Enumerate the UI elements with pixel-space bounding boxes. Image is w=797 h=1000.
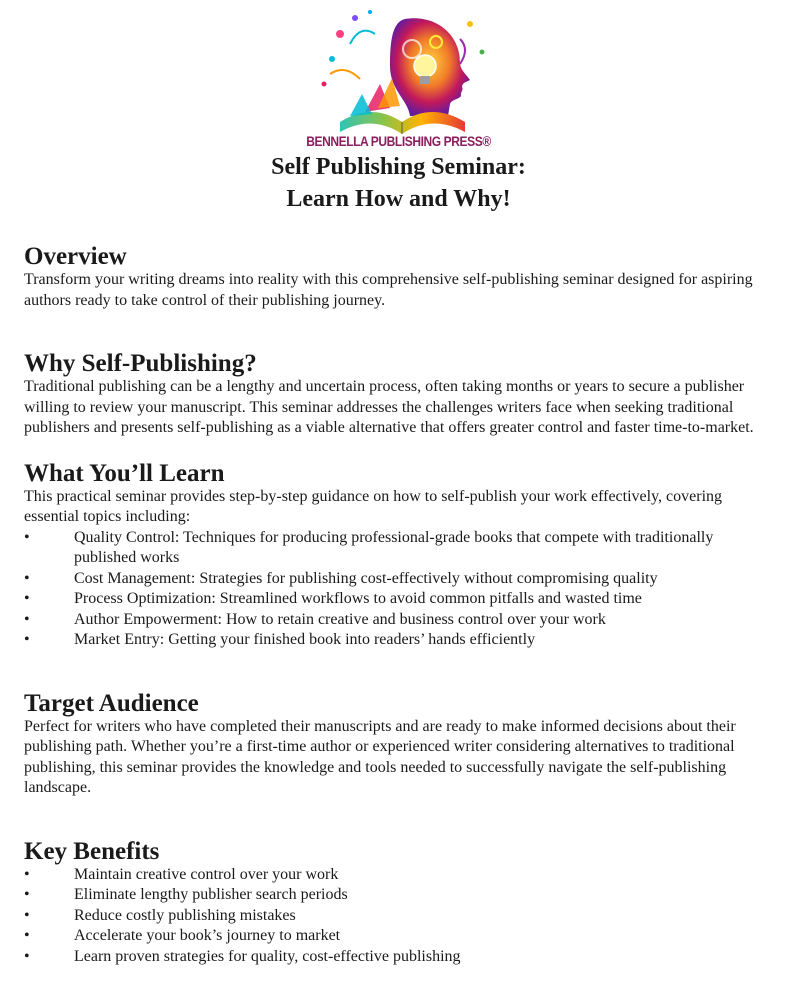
list-item: • Reduce costly publishing mistakes — [24, 906, 769, 927]
section-body: Traditional publishing can be a lengthy and uncertain process, often taking months or years to secure a publisher willing to review your manuscript. This seminar addresses the challenges writers face when seeking traditional publishers and presents self-publishing as a viable alternative that offers greater control and faster time-to-market. — [24, 378, 754, 436]
list-item: • Quality Control: Techniques for producing professional-grade books that compete with traditionally published works — [24, 528, 714, 566]
bullet-icon: • — [24, 886, 30, 903]
bullet-icon: • — [24, 569, 30, 587]
bullet-icon: • — [24, 906, 30, 924]
learn-section — [24, 461, 769, 651]
page-title — [0, 151, 797, 215]
publisher-logo-icon — [310, 4, 495, 147]
bullet-icon: • — [24, 865, 30, 883]
section-heading: Target Audience — [24, 689, 199, 717]
bullet-icon: • — [24, 947, 30, 965]
list-item: • Learn proven strategies for quality, cost-effective publishing — [24, 947, 769, 968]
bullet-icon: • — [24, 528, 30, 546]
section-heading: What You’ll Learn — [24, 459, 225, 487]
overview-section — [24, 244, 769, 311]
benefits-section — [24, 839, 769, 968]
bullet-icon: • — [24, 927, 30, 944]
section-body: Transform your writing dreams into reality with this comprehensive self-publishing seminar designed for aspiring authors ready to take control of their publishing journey. — [24, 271, 753, 309]
learn-list — [24, 528, 769, 651]
section-body: Perfect for writers who have completed their manuscripts and are ready to make informed decisions about their publishing path. Whether you’re a first-time author or experienced writer considering alternatives to traditional publishing, this seminar provides the knowledge and tools needed to successfully navigate the self-publishing landscape. — [24, 717, 736, 796]
section-heading: Overview — [24, 243, 127, 270]
bullet-icon: • — [24, 631, 30, 648]
list-item: • Cost Management: Strategies for publishing cost-effectively without compromising quality — [24, 569, 769, 590]
section-heading: Why Self-Publishing? — [24, 350, 257, 377]
section-heading: Key Benefits — [24, 837, 160, 865]
list-item: • Market Entry: Getting your finished book into readers’ hands efficiently — [24, 630, 769, 651]
title-line-1: Self Publishing Seminar: — [271, 154, 526, 180]
section-intro: This practical seminar provides step-by-step guidance on how to self-publish your work effectively, covering essential topics including: — [24, 487, 723, 525]
list-item: • Maintain creative control over your work — [24, 865, 769, 886]
brand-name: BENNELLA PUBLISHING PRESS® — [306, 133, 491, 149]
bullet-icon: • — [24, 610, 30, 628]
title-line-2: Learn How and Why! — [286, 186, 511, 212]
bullet-icon: • — [24, 590, 30, 607]
audience-section — [24, 691, 769, 799]
list-item: • Accelerate your book’s journey to market — [24, 926, 769, 947]
main-content — [24, 244, 769, 967]
why-section — [24, 351, 769, 439]
list-item: • Author Empowerment: How to retain creative and business control over your work — [24, 610, 769, 631]
list-item: • Process Optimization: Streamlined workflows to avoid common pitfalls and wasted time — [24, 589, 769, 610]
list-item: • Eliminate lengthy publisher search periods — [24, 885, 769, 906]
benefits-list — [24, 865, 769, 968]
